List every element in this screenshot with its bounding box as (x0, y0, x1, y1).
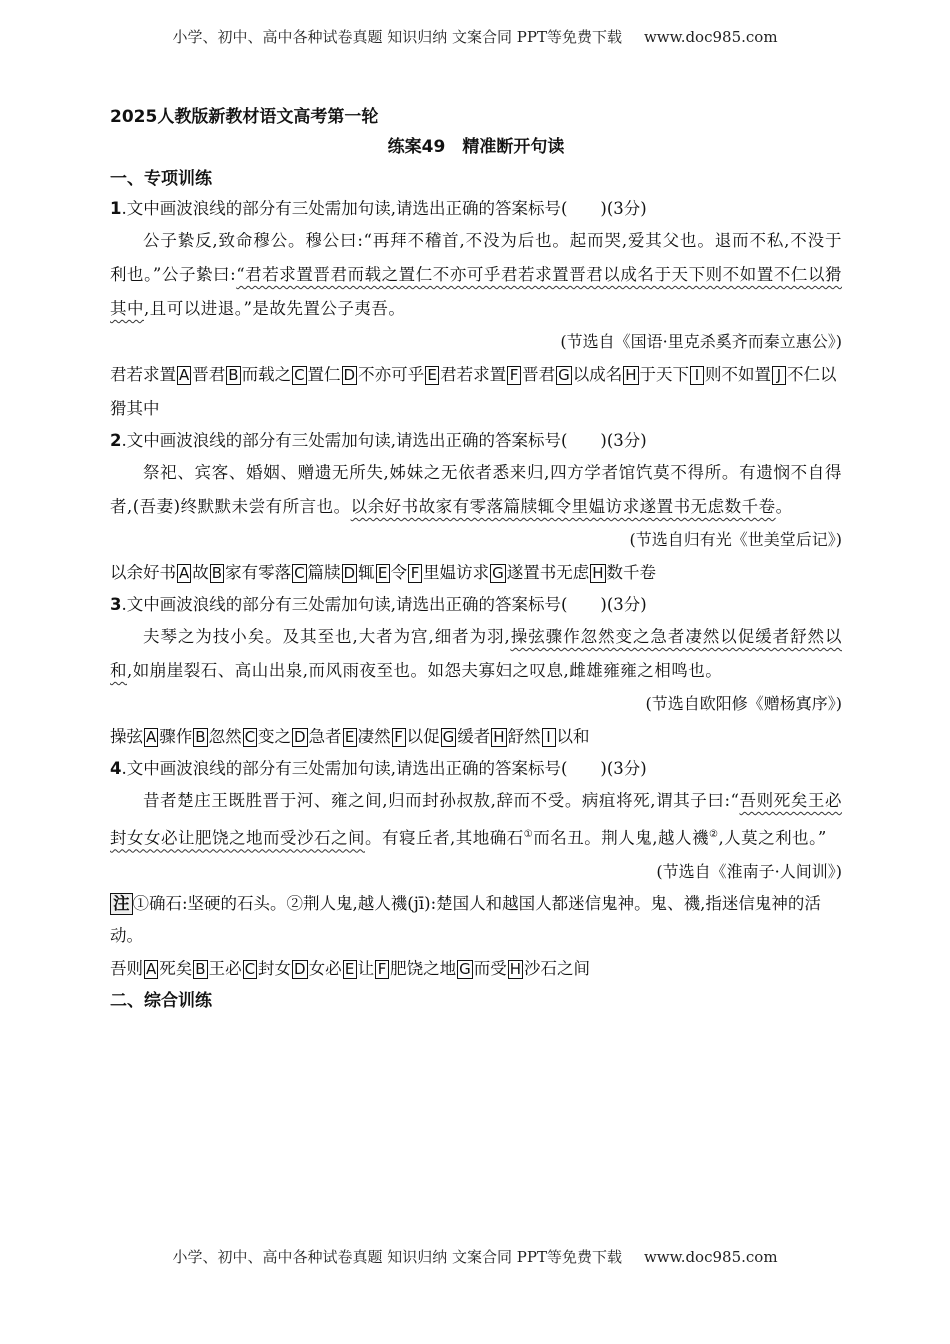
footnote-ref: ① (523, 829, 534, 840)
answer-mark-box[interactable]: F (392, 728, 406, 747)
segment-text: 变之 (258, 727, 292, 746)
answer-segments (110, 952, 842, 986)
annotation-note (110, 888, 842, 952)
passage-text: 而名丑。荆人鬼,越人禨 (533, 828, 709, 848)
passage-text: 公子絷反,致命穆公。穆公曰:“再拜不稽首,不没为后也。起而哭,爱其父也。退而不私,不没于利也。”公子絷曰: (110, 231, 842, 284)
question-text: .文中画波浪线的部分有三处需加句读,请选出正确的答案标号( )(3分) (121, 595, 647, 614)
passage (110, 620, 842, 688)
answer-mark-box[interactable]: F (507, 366, 521, 385)
answer-mark-box[interactable]: B (211, 564, 223, 582)
segment-text: 以余好书 (110, 563, 176, 582)
answer-mark-box[interactable]: A (179, 366, 190, 384)
wavy-underlined-text: 吾则死矣王必封女女必让肥饶之地而受沙石之间 (110, 791, 843, 848)
source-citation: (节选自《国语·里克杀奚齐而秦立惠公》) (560, 332, 842, 351)
answer-mark-box[interactable]: H (592, 564, 604, 582)
passage-text: 祭祀、宾客、婚姻、赠遗无所失,姊妹之无依者悉来归,四方学者馆饩莫不得所。有遗悯不自得者,(吾妻)终默默未尝有所言也。 (110, 463, 842, 516)
segment-text: 辄 (358, 563, 375, 582)
answer-mark-box[interactable]: B (195, 728, 206, 746)
footer-url[interactable]: www.doc985.com (643, 1248, 778, 1266)
source-citation: (节选自欧阳修《赠杨寘序》) (645, 694, 842, 713)
note-text: ①确石:坚硬的石头。②荆人鬼,越人禨(jī):楚国人和越国人都迷信鬼神。鬼、禨,指迷信鬼神的活动。 (110, 893, 821, 945)
question-number: 3 (110, 595, 122, 614)
answer-segments (110, 720, 842, 754)
segment-text: 肥饶之地 (390, 958, 457, 978)
segment-text: 君若求置 (110, 365, 176, 384)
answer-mark-box[interactable]: D (343, 366, 356, 384)
answer-mark-box[interactable]: G (442, 728, 455, 746)
passage-text: 昔者楚庄王既胜晋于河、雍之间,归而封孙叔敖,辞而不受。病疽将死,谓其子曰:“ (143, 791, 740, 810)
question-text: .文中画波浪线的部分有三处需加句读,请选出正确的答案标号( )(3分) (121, 431, 647, 450)
passage (110, 456, 842, 524)
segment-text: 以和 (556, 727, 590, 746)
segment-text: 王必 (208, 958, 242, 978)
segment-text: 里媪访求 (423, 563, 490, 582)
segment-text: 则不如置 (705, 365, 772, 384)
segment-text: 以促 (406, 727, 440, 746)
doc-title: 2025人教版新教材语文高考第一轮 (110, 107, 379, 127)
answer-mark-box[interactable]: C (244, 728, 256, 746)
answer-mark-box[interactable]: C (294, 564, 305, 582)
answer-mark-box[interactable]: F (408, 564, 422, 583)
segment-text: 凄然 (357, 727, 391, 746)
segment-text: 不亦可乎 (358, 365, 425, 384)
question-prompt (110, 754, 842, 784)
header-text: 小学、初中、高中各种试卷真题 知识归纳 文案合同 PPT等免费下载 (172, 28, 622, 46)
question-block (110, 754, 842, 986)
segment-text: 故 (192, 563, 209, 582)
header-url[interactable]: www.doc985.com (643, 28, 778, 46)
segment-text: 不仁以猾其中 (110, 365, 837, 418)
answer-mark-box[interactable]: H (625, 366, 637, 384)
wavy-underlined-text: 操弦骤作忽然变之急者凄然以促缓者舒然以和 (110, 627, 842, 680)
answer-mark-box[interactable]: E (425, 366, 439, 385)
segment-text: 而载之 (241, 365, 292, 384)
segment-text: 遂置书无虑 (506, 563, 590, 582)
question-text: .文中画波浪线的部分有三处需加句读,请选出正确的答案标号( )(3分) (121, 759, 647, 778)
segment-text: 忽然 (208, 727, 242, 746)
segment-text: 晋君 (522, 365, 556, 384)
segment-text: 女必 (308, 958, 342, 978)
passage-text: ,如崩崖裂石、高山出泉,而风雨夜至也。如怨夫寡妇之叹息,雌雄雍雍之相鸣也。 (127, 661, 723, 680)
answer-mark-box[interactable]: D (294, 728, 306, 746)
question-list (110, 194, 842, 986)
page-footer (0, 1246, 950, 1267)
page-header (0, 26, 950, 47)
segment-text: 封女 (258, 958, 292, 978)
answer-mark-box[interactable]: A (179, 564, 190, 582)
question-number: 1 (110, 199, 122, 218)
answer-mark-box[interactable]: D (343, 564, 356, 582)
segment-text: 令 (390, 563, 408, 582)
answer-mark-box[interactable]: F (375, 960, 389, 979)
answer-mark-box[interactable]: E (343, 960, 357, 979)
segment-text: 骤作 (159, 727, 193, 746)
question-prompt (110, 426, 842, 456)
question-number: 2 (110, 431, 122, 450)
segment-text: 数千卷 (606, 563, 657, 582)
answer-mark-box[interactable]: E (376, 564, 390, 583)
segment-text: 让 (357, 958, 375, 978)
passage-text: 。有寝丘者,其地确石 (365, 828, 524, 848)
segment-text: 置仁 (307, 365, 341, 384)
lesson-title: 练案49 精准断开句读 (387, 137, 565, 157)
answer-mark-box[interactable]: C (294, 366, 305, 384)
source-citation: (节选自《淮南子·人间训》) (656, 861, 842, 881)
segment-text: 而受 (473, 958, 507, 978)
answer-mark-box[interactable]: I (690, 366, 704, 385)
segment-text: 篇牍 (307, 563, 341, 582)
segment-text: 以成名 (572, 365, 623, 384)
answer-segments (110, 556, 842, 590)
passage (110, 784, 842, 856)
answer-mark-box[interactable]: J (772, 366, 786, 385)
question-prompt (110, 194, 842, 224)
footnote-ref: ② (708, 829, 719, 840)
section-heading-1: 一、专项训练 (110, 169, 212, 189)
segment-text: 死矣 (159, 958, 193, 978)
answer-mark-box[interactable]: G (459, 959, 471, 978)
question-block (110, 194, 842, 426)
source-citation: (节选自归有光《世美堂后记》) (629, 530, 842, 549)
passage (110, 224, 842, 326)
segment-text: 操弦 (110, 727, 143, 746)
question-block (110, 590, 842, 754)
segment-text: 晋君 (192, 365, 226, 384)
segment-text: 急者 (308, 727, 342, 746)
question-number: 4 (110, 759, 122, 778)
segment-text: 吾则 (110, 958, 143, 978)
question-text: .文中画波浪线的部分有三处需加句读,请选出正确的答案标号( )(3分) (121, 199, 647, 218)
answer-segments (110, 358, 842, 426)
answer-mark-box[interactable]: E (343, 728, 357, 747)
answer-mark-box[interactable]: B (228, 366, 239, 384)
question-prompt (110, 590, 842, 620)
answer-mark-box[interactable]: H (509, 959, 522, 978)
answer-mark-box[interactable]: D (294, 959, 306, 978)
answer-mark-box[interactable]: A (146, 728, 157, 746)
passage-text: 夫琴之为技小矣。及其至也,大者为宫,细者为羽, (143, 627, 511, 646)
segment-text: 家有零落 (225, 563, 292, 582)
answer-mark-box[interactable]: H (493, 728, 505, 746)
wavy-underlined-text: 以余好书故家有零落篇牍辄令里媪访求遂置书无虑数千卷 (350, 497, 776, 516)
passage-text: ,且可以进退。”是故先置公子夷吾。 (144, 299, 406, 318)
passage-text: ,人莫之利也。” (718, 828, 827, 848)
segment-text: 于天下 (639, 365, 690, 384)
note-tag: 注 (110, 893, 133, 915)
document-body (110, 92, 842, 1016)
segment-text: 沙石之间 (524, 958, 591, 978)
footer-text: 小学、初中、高中各种试卷真题 知识归纳 文案合同 PPT等免费下载 (172, 1248, 622, 1266)
segment-text: 缓者 (457, 727, 491, 746)
answer-mark-box[interactable]: C (244, 959, 256, 978)
passage-text: 。 (775, 497, 793, 516)
section-heading-2: 二、综合训练 (110, 990, 212, 1011)
answer-mark-box[interactable]: B (195, 959, 206, 978)
segment-text: 君若求置 (440, 365, 507, 384)
answer-mark-box[interactable]: G (492, 564, 504, 582)
answer-mark-box[interactable]: A (146, 959, 157, 978)
wavy-underlined-text: “君若求置晋君而载之置仁不亦可乎君若求置晋君以成名于天下则不如置不仁以猾其中 (110, 265, 843, 318)
answer-mark-box[interactable]: G (558, 366, 570, 384)
segment-text: 舒然 (507, 727, 541, 746)
answer-mark-box[interactable]: I (542, 728, 556, 747)
question-block (110, 426, 842, 590)
